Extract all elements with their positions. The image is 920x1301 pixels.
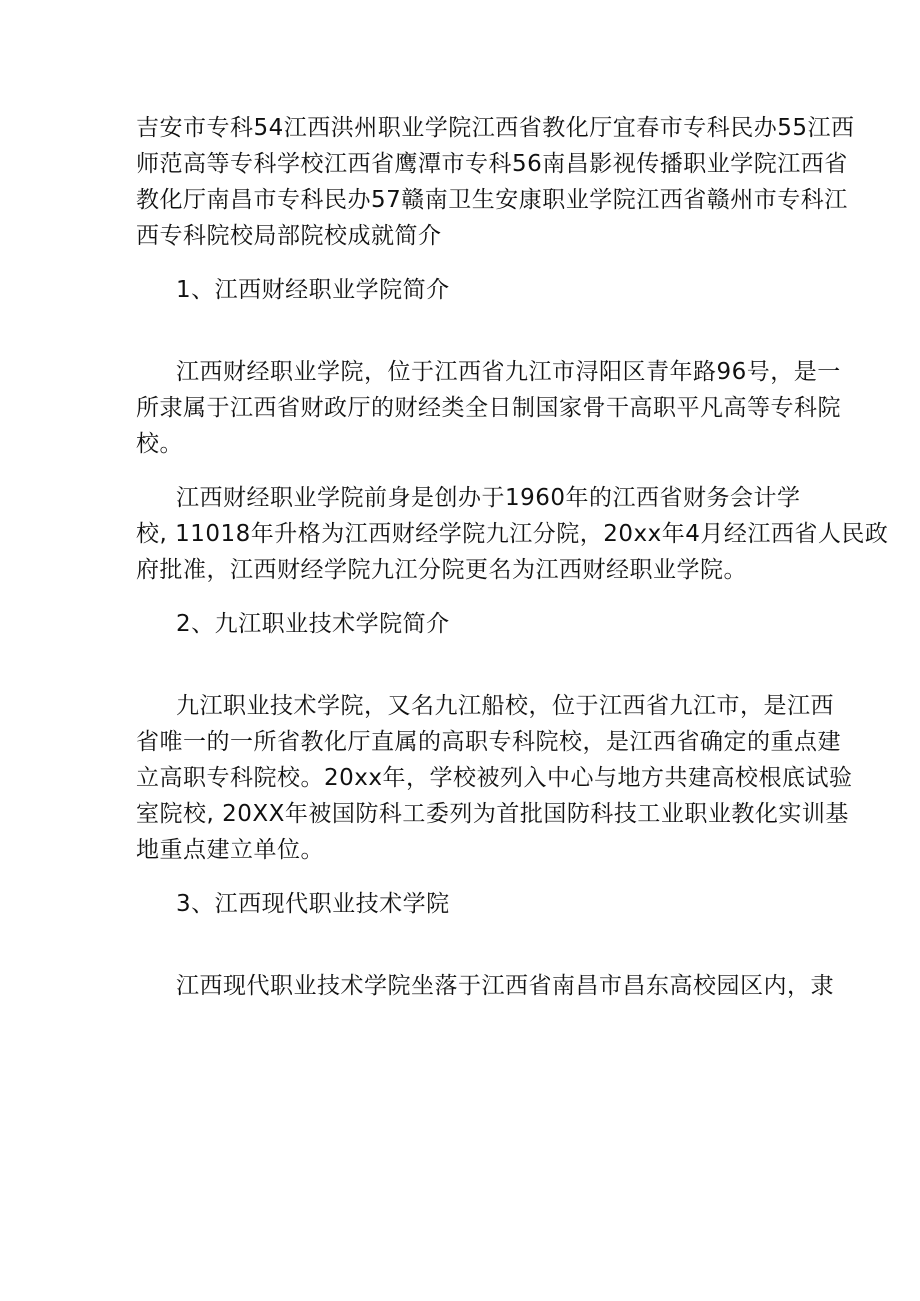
paragraph [136, 354, 841, 462]
section-heading: 2、九江职业技术学院简介 [176, 611, 450, 637]
text-line: 省唯一的一所省教化厅直属的高职专科院校，是江西省确定的重点建 [136, 729, 841, 755]
document-page [136, 110, 889, 1004]
text-line: 吉安市专科54江西洪州职业学院江西省教化厅宜春市专科民办55江西 [136, 115, 855, 141]
text-line: 室院校, 20XX年被国防科工委列为首批国防科技工业职业教化实训基 [136, 801, 849, 827]
section-heading: 3、江西现代职业技术学院 [176, 891, 450, 917]
text-line: 师范高等专科学校江西省鹰潭市专科56南昌影视传播职业学院江西省 [136, 151, 848, 177]
text-line: 西专科院校局部院校成就简介 [136, 223, 442, 249]
text-line: 立高职专科院校。20xx年，学校被列入中心与地方共建高校根底试验 [136, 765, 853, 791]
text-line: 教化厅南昌市专科民办57赣南卫生安康职业学院江西省赣州市专科江 [136, 187, 848, 213]
text-line: 校。 [136, 431, 183, 457]
section-heading: 1、江西财经职业学院简介 [176, 277, 450, 303]
text-line: 江西现代职业技术学院坐落于江西省南昌市昌东高校园区内，隶 [176, 973, 834, 999]
text-line: 江西财经职业学院，位于江西省九江市浔阳区青年路96号，是一 [176, 359, 841, 385]
text-line: 地重点建立单位。 [136, 837, 324, 863]
paragraph [136, 688, 853, 868]
paragraph [136, 480, 889, 588]
text-line: 九江职业技术学院，又名九江船校，位于江西省九江市，是江西 [176, 693, 834, 719]
intro-paragraph [136, 110, 855, 254]
text-line: 所隶属于江西省财政厅的财经类全日制国家骨干高职平凡高等专科院 [136, 395, 841, 421]
text-line: 江西财经职业学院前身是创办于1960年的江西省财务会计学 [176, 485, 801, 511]
paragraph [136, 968, 834, 1004]
text-line: 校, 11018年升格为江西财经学院九江分院，20xx年4月经江西省人民政 [136, 521, 889, 547]
text-line: 府批准，江西财经学院九江分院更名为江西财经职业学院。 [136, 557, 747, 583]
